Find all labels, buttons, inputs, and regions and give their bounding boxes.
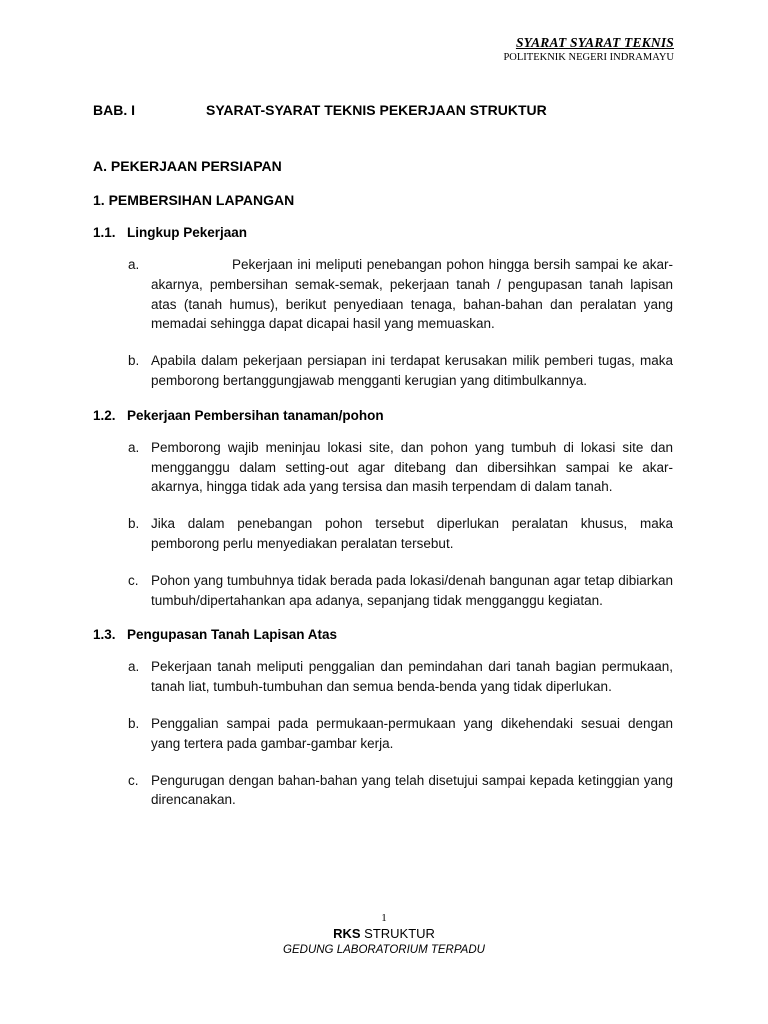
subsection-heading	[93, 408, 673, 423]
item-text: Penggalian sampai pada permukaan-permukaan yang dikehendaki sesuai dengan yang tertera pada gambar-gambar kerja.	[151, 715, 673, 751]
item-marker: c.	[128, 772, 139, 788]
chapter-title: SYARAT-SYARAT TEKNIS PEKERJAAN STRUKTUR	[206, 102, 547, 118]
footer-rks	[0, 926, 768, 941]
subsection-title: Pekerjaan Pembersihan tanaman/pohon	[127, 407, 384, 423]
subsection-heading	[93, 225, 673, 240]
list-item	[128, 657, 673, 697]
item-marker: b.	[128, 516, 140, 532]
subsection-number: 1.2.	[93, 407, 116, 423]
item-marker: b.	[128, 715, 140, 731]
page-number: 1	[381, 912, 387, 924]
item-marker: a.	[128, 659, 140, 675]
section-1-heading: 1. PEMBERSIHAN LAPANGAN	[93, 192, 295, 208]
chapter-heading	[93, 102, 673, 118]
item-text: Apabila dalam pekerjaan persiapan ini terdapat kerusakan milik pemberi tugas, maka pemborong bertanggungjawab mengganti kerugian yang ditimbulkannya.	[151, 353, 673, 388]
item-text	[128, 255, 673, 334]
item-text: Jika dalam penebangan pohon tersebut diperlukan peralatan khusus, maka pemborong perlu menyediakan peralatan tersebut.	[151, 516, 673, 551]
list-item	[128, 351, 673, 391]
item-list	[93, 657, 673, 810]
subsection-1-2	[93, 408, 673, 611]
footer-project: GEDUNG LABORATORIUM TERPADU	[283, 944, 485, 956]
list-item	[128, 514, 673, 554]
footer-rks-rest: STRUKTUR	[360, 926, 435, 941]
list-item	[128, 438, 673, 497]
subsection-number: 1.3.	[93, 627, 116, 643]
list-item	[128, 255, 673, 334]
list-item	[128, 571, 673, 611]
item-text: Pohon yang tumbuhnya tidak berada pada lokasi/denah bangunan agar tetap dibiarkan tumbuh/dipertahankan apa adanya, sepanjang tidak mengganggu kegiatan.	[151, 572, 673, 608]
item-list	[93, 255, 673, 391]
subsection-title: Pengupasan Tanah Lapisan Atas	[127, 627, 338, 643]
subsection-number: 1.1.	[93, 225, 116, 240]
item-text: Pemborong wajib meninjau lokasi site, dan pohon yang tumbuh di lokasi site dan mengganggu dalam setting-out agar ditebang dan dibersihkan sampai ke akar-akarnya, hingga tidak ada yang tersisa dan masih terpendam di dalam tanah.	[151, 439, 673, 495]
list-item	[128, 714, 673, 754]
item-text: Pengurugan dengan bahan-bahan yang telah disetujui sampai kepada ketinggian yang direncanakan.	[151, 772, 673, 808]
subsection-heading	[93, 627, 673, 642]
item-marker-inline: a.	[128, 257, 140, 272]
subsection-1-3	[93, 627, 673, 810]
list-item	[128, 771, 673, 811]
page-footer	[0, 912, 768, 956]
subsection-title: Lingkup Pekerjaan	[127, 225, 248, 240]
subsection-1-1	[93, 225, 673, 391]
header-subtitle: POLITEKNIK NEGERI INDRAMAYU	[503, 52, 674, 63]
document-body	[93, 102, 673, 827]
item-text: Pekerjaan tanah meliputi penggalian dan pemindahan dari tanah bagian permukaan, tanah liat, tumbuh-tumbuhan dan semua benda-benda yang tidak diperlukan.	[151, 659, 673, 695]
item-marker: b.	[128, 353, 140, 369]
item-body: Pekerjaan ini meliputi penebangan pohon hingga bersih sampai ke akar-akarnya, pembersihan semak-semak, pekerjaan tanah / pengupasan tanah lapisan atas (tanah humus), berikut penyediaan tenaga, bahan-bahan dan peralatan yang memadai sehingga dapat dicapai hasil yang memuaskan.	[151, 257, 673, 332]
item-marker: a.	[128, 439, 140, 455]
item-marker: c.	[128, 572, 139, 588]
header-title: SYARAT SYARAT TEKNIS	[515, 35, 674, 50]
chapter-label: BAB. I	[93, 102, 135, 118]
footer-rks-bold: RKS	[333, 926, 361, 941]
item-list	[93, 438, 673, 611]
section-a-heading: A. PEKERJAAN PERSIAPAN	[93, 158, 282, 174]
